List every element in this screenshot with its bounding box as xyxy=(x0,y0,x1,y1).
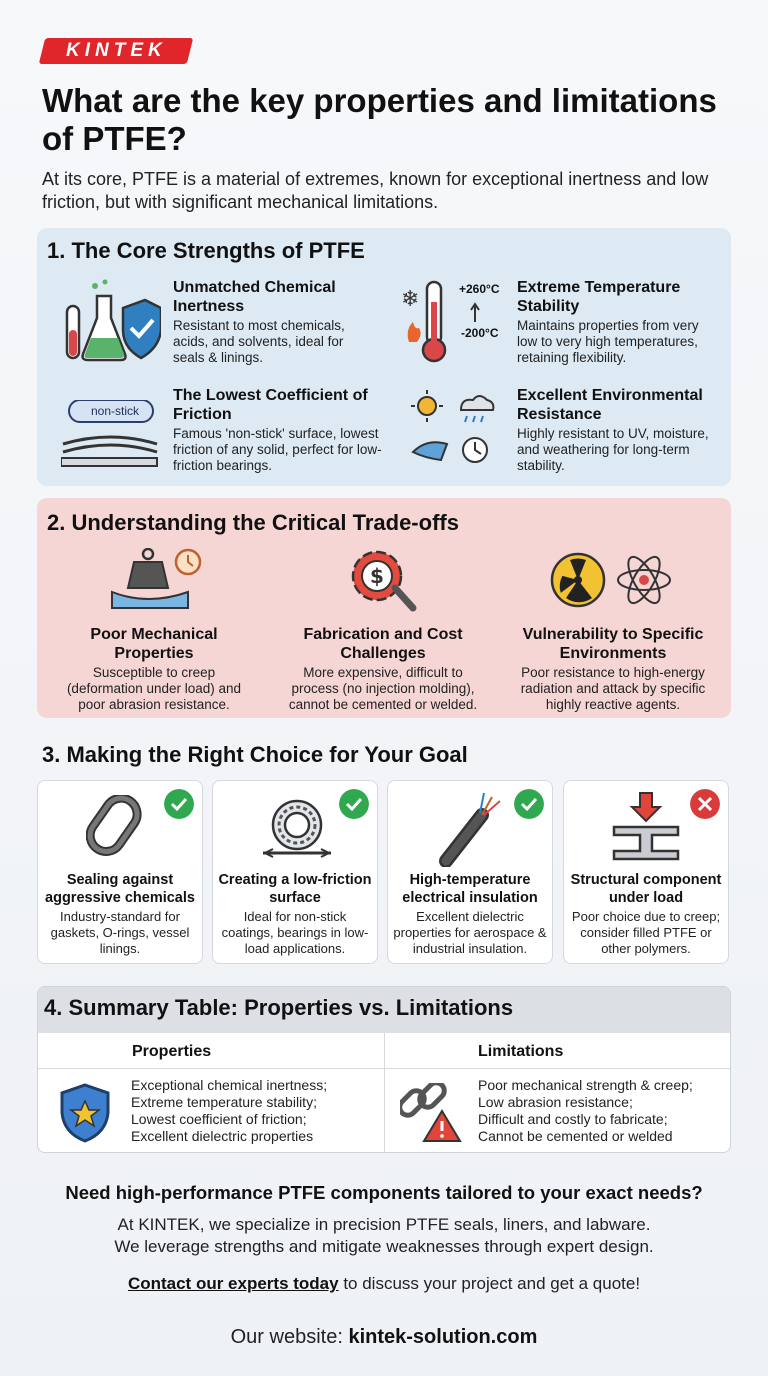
tradeoff-text: More expensive, difficult to process (no injection molding), cannot be cemented or welded. xyxy=(288,665,478,712)
radiation-atom-icon xyxy=(548,548,678,612)
summary-table xyxy=(37,986,731,1153)
beam-load-icon xyxy=(608,791,684,867)
svg-text:❄: ❄ xyxy=(401,287,420,312)
divider xyxy=(384,1033,385,1153)
bearing-icon xyxy=(261,795,333,865)
choice-card-friction xyxy=(212,780,378,964)
feature-text: Maintains properties from very low to very high temperatures, retaining flexibility. xyxy=(517,318,699,365)
temp-low-label: -200°C xyxy=(461,326,499,340)
tradeoff-text: Susceptible to creep (deformation under load) and poor abrasion resistance. xyxy=(66,665,242,712)
temp-high-label: +260°C xyxy=(459,282,500,296)
feature-environmental-resistance xyxy=(407,386,727,486)
choice-card-insulation xyxy=(387,780,553,964)
chemical-flask-shield-icon xyxy=(61,278,161,368)
feature-text: Famous 'non-stick' surface, lowest friction of any solid, perfect for low-friction bearings. xyxy=(173,426,382,473)
check-icon xyxy=(514,789,544,819)
non-stick-tag: non-stick xyxy=(90,404,140,418)
feature-title: The Lowest Coefficient of Friction xyxy=(173,387,368,423)
intro-text: At its core, PTFE is a material of extremes, known for exceptional inertness and low friction, but with significant mechanical limitations. xyxy=(42,169,709,212)
contact-experts-link[interactable]: Contact our experts today xyxy=(127,1274,339,1293)
properties-list: Exceptional chemical inertness; Extreme temperature stability; Lowest coefficient of friction; Excellent dielectric properties xyxy=(131,1077,328,1144)
choice-text: Excellent dielectric properties for aerospace & industrial insulation. xyxy=(393,909,547,956)
tradeoff-fabrication xyxy=(283,542,483,713)
weight-clock-icon xyxy=(104,548,204,612)
choice-text: Industry-standard for gaskets, O-rings, vessel linings. xyxy=(50,909,190,956)
choice-text: Ideal for non-stick coatings, bearings in low-load applications. xyxy=(221,909,369,956)
feature-title: Extreme Temperature Stability xyxy=(517,279,681,315)
summary-title: 4. Summary Table: Properties vs. Limitations xyxy=(44,995,514,1020)
strengths-title: 1. The Core Strengths of PTFE xyxy=(47,238,365,263)
choice-title: Sealing against aggressive chemicals xyxy=(45,872,195,906)
website-line: Our website: kintek-solution.com xyxy=(230,1326,538,1348)
choice-card-structural xyxy=(563,780,729,964)
feature-text: Highly resistant to UV, moisture, and weathering for long-term stability. xyxy=(517,426,709,473)
properties-header: Properties xyxy=(132,1043,212,1060)
svg-text:$: $ xyxy=(370,564,384,588)
tradeoff-vulnerability xyxy=(513,548,713,713)
check-icon xyxy=(339,789,369,819)
cable-icon xyxy=(436,791,508,867)
cta-contact: Contact our experts today to discuss your project and get a quote! xyxy=(127,1274,641,1293)
page-title: What are the key properties and limitations of PTFE? xyxy=(42,82,717,157)
feature-title: Unmatched Chemical Inertness xyxy=(173,279,336,315)
gear-dollar-wrench-icon xyxy=(343,542,423,612)
kintek-logo: KINTEK xyxy=(39,38,193,64)
limitations-list: Poor mechanical strength & creep; Low abrasion resistance; Difficult and costly to fabricate; Cannot be cemented or welded xyxy=(478,1077,693,1144)
website-link[interactable]: kintek-solution.com xyxy=(348,1326,538,1348)
limitations-header: Limitations xyxy=(478,1043,564,1060)
feature-title: Excellent Environmental Resistance xyxy=(517,387,703,423)
tradeoff-text: Poor resistance to high-energy radiation and attack by specific highly reactive agents. xyxy=(520,665,706,712)
feature-chemical-inertness xyxy=(61,278,381,378)
tradeoff-title: Fabrication and Cost Challenges xyxy=(303,626,463,662)
gasket-icon xyxy=(86,795,156,865)
weather-icon xyxy=(407,388,497,468)
summary-table-header xyxy=(38,987,730,1033)
cross-icon xyxy=(690,789,720,819)
feature-temperature-stability xyxy=(401,278,721,378)
shield-star-icon xyxy=(58,1083,112,1143)
choice-title: High-temperature electrical insulation xyxy=(402,872,538,906)
tradeoff-title: Poor Mechanical Properties xyxy=(90,626,218,662)
divider xyxy=(38,1068,730,1069)
tradeoff-title: Vulnerability to Specific Environments xyxy=(522,626,704,662)
choice-title: Structural component under load xyxy=(570,872,722,906)
choice-title: Creating a low-friction surface xyxy=(218,872,372,906)
feature-low-friction xyxy=(61,386,401,486)
choices-title: 3. Making the Right Choice for Your Goal xyxy=(42,742,468,767)
feature-text: Resistant to most chemicals, acids, and solvents, ideal for seals & linings. xyxy=(173,318,345,365)
check-icon xyxy=(164,789,194,819)
strengths-panel xyxy=(37,228,731,486)
choice-card-sealing xyxy=(37,780,203,964)
broken-chain-warning-icon xyxy=(400,1083,464,1143)
choice-text: Poor choice due to creep; consider filled PTFE or other polymers. xyxy=(571,909,721,956)
tradeoff-mechanical xyxy=(54,548,254,713)
tradeoffs-title: 2. Understanding the Critical Trade-offs xyxy=(47,510,459,535)
tradeoffs-panel xyxy=(37,498,731,718)
cta-body: At KINTEK, we specialize in precision PTFE seals, liners, and labware. We leverage strengths and mitigate weaknesses through expert design. xyxy=(114,1215,654,1256)
cta-title: Need high-performance PTFE components tailored to your exact needs? xyxy=(65,1182,703,1203)
